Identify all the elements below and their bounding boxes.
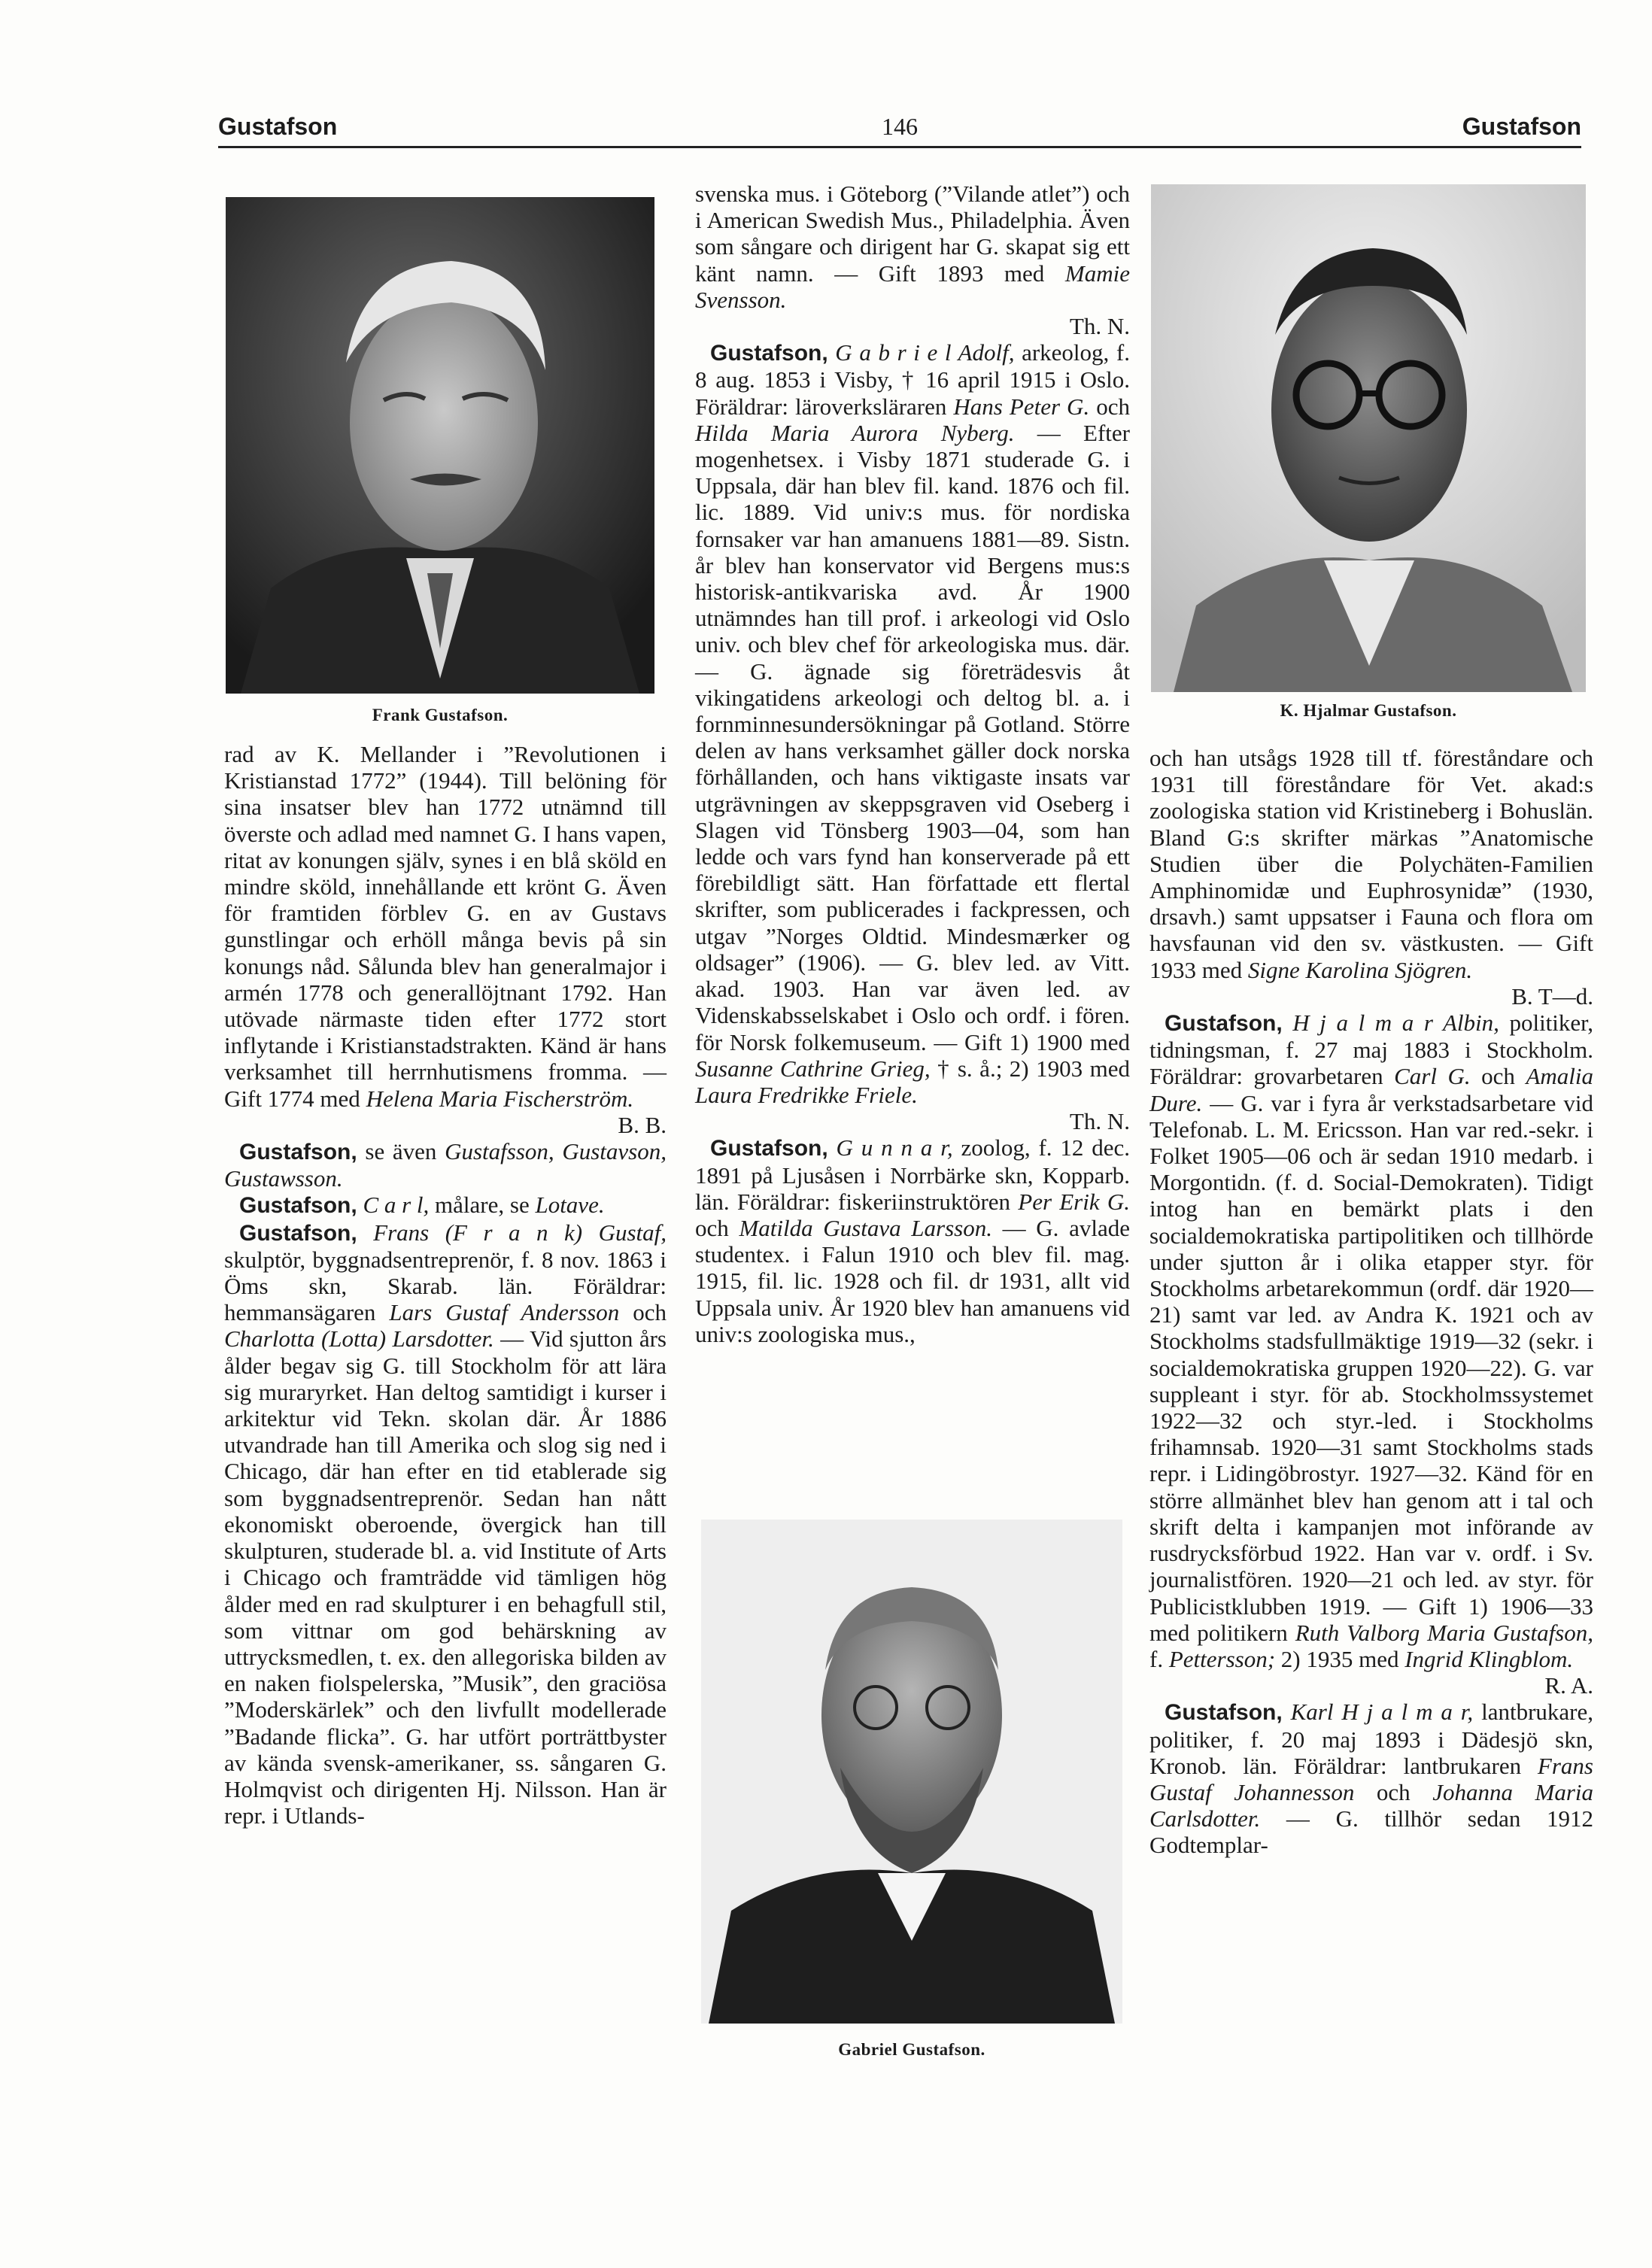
spouse-name: Ruth Valborg Maria Gustafson, bbox=[1295, 1619, 1593, 1646]
page-number: 146 bbox=[882, 113, 918, 140]
entry-text: och bbox=[1089, 393, 1130, 420]
entry-text: f. bbox=[1149, 1645, 1169, 1672]
entry-text: och han utsågs 1928 till tf. föreståndare och 1931 till föreståndare för Vet. akad:s zoologiska station vid Kristineberg i Bohuslän. Bland G:s skrifter märkas ”Anatomische Studien über die Polychäten-Familien Amphinomidæ und Euphrosynidæ” (1930, drsavh.) samt uppsatser i Fauna och flora om havsfaunan vid den sv. västkusten. — Gift 1933 med bbox=[1149, 745, 1593, 983]
entry-text: rad av K. Mellander i ”Revolutionen i Kristianstad 1772” (1944). Till belöning för sina insatser blev han 1772 utnämnd till överste och adlad med namnet G. I hans vapen, ritat av konungen själv, synes i en blå sköld en mindre sköld, innehållande ett krönt G. Även för framtiden förblev G. en av Gustavs gunstlingar och erhöll många bevis på sin konungs nåd. Sålunda blev han generalmajor i armén 1778 och generallöjtnant 1792. Han utövade närmaste tiden efter 1772 stort inflytande i Kristianstadstrakten. Känd är hans verksamhet till herrnhutismens fromma. — Gift 1774 med bbox=[224, 741, 667, 1112]
spouse-maiden-name: Pettersson; bbox=[1168, 1645, 1276, 1672]
entry-gustafson-frans bbox=[224, 1219, 667, 1829]
mother-name: Amalia Dure. bbox=[1149, 1063, 1593, 1116]
spouse-name: Signe Karolina Sjögren. bbox=[1247, 956, 1473, 983]
cross-reference: Gustafsson, Gustavson, Gustawsson. bbox=[224, 1138, 667, 1192]
portrait-frank-image bbox=[226, 197, 654, 694]
portrait-gabriel-gustafson bbox=[701, 1520, 1122, 2024]
mother-name: Johanna Maria Carlsdotter. bbox=[1149, 1778, 1593, 1832]
portrait-hjalmar-image bbox=[1151, 184, 1586, 692]
entry-continuation bbox=[1149, 745, 1593, 1010]
entry-text: skulptör, byggnadsentreprenör, f. 8 nov. 1863 i Öms skn, Skarab. län. Föräldrar: hemmansägaren bbox=[224, 1246, 667, 1326]
entry-text: och bbox=[619, 1299, 667, 1326]
father-name: Frans Gustaf Johannesson bbox=[1149, 1752, 1593, 1805]
entry-text: 2) 1935 med bbox=[1275, 1645, 1405, 1672]
entry-headword: Gustafson, bbox=[239, 1140, 357, 1165]
entry-text: se även bbox=[357, 1138, 445, 1165]
entry-text: arkeolog, f. 8 aug. 1853 i Visby, † 16 april 1915 i Oslo. Föräldrar: läroverksläraren bbox=[695, 339, 1130, 420]
father-name: Hans Peter G. bbox=[953, 393, 1090, 420]
mother-name: Hilda Maria Aurora Nyberg. bbox=[695, 419, 1015, 446]
text-column-1 bbox=[224, 741, 667, 1829]
father-name: Lars Gustaf Andersson bbox=[389, 1299, 620, 1326]
text-column-3 bbox=[1149, 745, 1593, 1859]
entry-text: målare, se bbox=[429, 1192, 536, 1219]
entry-text: † s. å.; 2) 1903 med bbox=[930, 1055, 1130, 1082]
entry-text: — Vid sjutton års ålder begav sig G. till Stockholm för att lära sig muraryrket. Han deltog samtidigt i kurser i arkitektur vid Tekn. skolan där. År 1886 utvandrade han till Amerika och slog sig ned i Chicago, där han efter en tid etablerade sig som byggnadsentreprenör. Sedan han nått ekonomiskt oberoende, övergick han till skulpturen, studerade bl. a. vid Institute of Arts i Chicago och framträdde vid tämligen hög ålder med en rad skulpturer i en behagfull stil, som vittnar om god behärskning av uttrycksmedlen, t. ex. den allegoriska bilden av en naken fiolspelerska, ”Musik”, den graciösa ”Moderskärlek” och den livfullt modellerade ”Badande flicka”. G. har utfört porträttbyster av kända svensk-amerikaner, ss. sångaren G. Holmqvist och dirigenten Hj. Nilsson. Han är repr. i Utlands- bbox=[224, 1325, 667, 1829]
entry-gustafson-gunnar bbox=[695, 1134, 1130, 1347]
portrait-hjalmar-gustafson bbox=[1151, 184, 1586, 692]
header-rule bbox=[218, 146, 1581, 148]
running-head-left: Gustafson bbox=[218, 113, 338, 140]
entry-headword: Gustafson, bbox=[1165, 1700, 1283, 1726]
entry-headword: Gustafson, bbox=[1165, 1011, 1283, 1037]
running-head bbox=[218, 113, 1581, 150]
entry-text: lantbrukare, politiker, f. 20 maj 1893 i Dädesjö skn, Kronob. län. Föräldrar: lantbrukaren bbox=[1149, 1699, 1593, 1779]
running-head-right: Gustafson bbox=[1462, 113, 1581, 140]
caption-hjalmar-gustafson: K. Hjalmar Gustafson. bbox=[1280, 701, 1457, 720]
author-signature: Th. N. bbox=[1069, 313, 1130, 340]
entry-text: och bbox=[1470, 1063, 1526, 1090]
entry-headword: Gustafson, bbox=[239, 1220, 357, 1246]
entry-continuation bbox=[695, 181, 1130, 339]
entry-given-name: H j a l m a r Albin, bbox=[1282, 1010, 1499, 1037]
entry-text: — G. tillhör sedan 1912 Godtemplar- bbox=[1149, 1805, 1593, 1859]
father-name: Carl G. bbox=[1394, 1063, 1471, 1090]
caption-frank-gustafson: Frank Gustafson. bbox=[372, 706, 509, 724]
entry-gustafson-carl bbox=[224, 1192, 667, 1219]
entry-headword: Gustafson, bbox=[710, 341, 828, 366]
cross-reference: Lotave. bbox=[535, 1192, 605, 1219]
spouse-name: Mamie Svensson. bbox=[695, 260, 1130, 313]
author-signature: B. T—d. bbox=[1511, 982, 1593, 1010]
entry-text: — G. avlade studentex. i Falun 1910 och blev fil. mag. 1915, fil. lic. 1928 och fil. dr 1931, allt vid Uppsala univ. År 1920 blev han amanuens vid univ:s zoologiska mus., bbox=[695, 1214, 1130, 1347]
portrait-gabriel-image bbox=[701, 1520, 1122, 2024]
entry-given-name: G u n n a r, bbox=[828, 1134, 953, 1161]
entry-gustafson-hjalmar-albin bbox=[1149, 1010, 1593, 1699]
entry-headword: Gustafson, bbox=[239, 1193, 357, 1219]
entry-continuation bbox=[224, 741, 667, 1138]
entry-gustafson-gabriel bbox=[695, 339, 1130, 1134]
entry-gustafson-see-also bbox=[224, 1138, 667, 1192]
spouse-name: Helena Maria Fischerström. bbox=[366, 1085, 634, 1112]
spouse-name: Laura Fredrikke Friele. bbox=[695, 1081, 918, 1108]
author-signature: B. B. bbox=[618, 1111, 667, 1138]
spouse-name: Susanne Cathrine Grieg, bbox=[695, 1055, 931, 1082]
entry-text: — G. var i fyra år verkstadsarbetare vid Telefonab. L. M. Ericsson. Han var red.-sekr. i Folket 1905—06 och är sedan 1910 medarb. i Morgontidn. (f. d. Social-Demokraten). Tidigt intog han en bemärkt plats i den socialdemokratiska partipolitiken och tillhörde under sjutton år i olika etapper styr. för Stockholms arbetarekommun (ordf. där 1920—21) samt var led. av Andra K. 1921 och av Stockholms stadsfullmäktige 1919—32 (sekr. i socialdemokratiska gruppen 1920—22). G. var suppleant i styr. för ab. Stockholmssystemet 1922—32 och styr.-led. i Stockholms frihamnsab. 1920—31 samt Stockholms stads repr. i Lidingöbrostyr. 1927—32. Känd för en större allmänhet blev han genom att i tal och skrift delta i kampanjen mot införande av rusdrycksförbud 1922. Han var v. ordf. i Sv. journalistfören. 1920—21 och led. av styr. för Publicistklubben 1919. — Gift 1) 1906—33 med politikern bbox=[1149, 1089, 1593, 1646]
entry-given-name: Karl H j a l m a r, bbox=[1282, 1699, 1474, 1726]
entry-given-name: Frans (F r a n k) Gustaf, bbox=[357, 1219, 667, 1246]
entry-headword: Gustafson, bbox=[710, 1136, 828, 1161]
father-name: Per Erik G. bbox=[1018, 1188, 1130, 1215]
entry-text: zoolog, f. 12 dec. 1891 på Ljusåsen i Norrbärke skn, Kopparb. län. Föräldrar: fiskeriinstruktören bbox=[695, 1134, 1131, 1215]
entry-gustafson-karl-hjalmar bbox=[1149, 1699, 1593, 1858]
author-signature: R. A. bbox=[1544, 1672, 1593, 1699]
entry-text: och bbox=[695, 1214, 739, 1241]
entry-text: och bbox=[1354, 1778, 1433, 1805]
caption-gabriel-gustafson: Gabriel Gustafson. bbox=[838, 2040, 985, 2059]
portrait-frank-gustafson bbox=[226, 197, 654, 694]
entry-text: svenska mus. i Göteborg (”Vilande atlet”) och i American Swedish Mus., Philadelphia. Även som sångare och dirigent har G. skapat sig ett känt namn. — Gift 1893 med bbox=[695, 181, 1130, 287]
mother-name: Charlotta (Lotta) Larsdotter. bbox=[224, 1325, 494, 1353]
entry-text: — Efter mogenhetsex. i Visby 1871 studerade G. i Uppsala, där han blev fil. kand. 1876 och fil. lic. 1889. Vid univ:s mus. för nordiska fornsaker var han amanuens 1881—89. Sistn. år blev han konservator vid Bergens mus:s historisk-antikvariska avd. År 1900 utnämndes han till prof. i arkeologi vid Oslo univ. och blev chef för arkeologiska mus. där. — G. ägnade sig företrädesvis åt vikingatidens arkeologi och deltog bl. a. i fornminnesundersökningar på Gotland. Större delen av hans verksamhet gäller dock norska förhållanden, och hans viktigaste insats var utgrävningen av skeppsgraven vid Oseberg i Slagen vid Tönsberg 1903—04, som han ledde och vars fynd han konserverade på ett förebildligt sätt. Han författade ett flertal skrifter, som publicerades i fackpressen, och utgav ”Norges Oldtid. Mindesmærker og oldsager” (1906). — G. blev led. av Vitt. akad. 1903. Han var även led. av Videnskabsselskabet i Oslo och ordf. i fören. för Norsk folkemuseum. — Gift 1) 1900 med bbox=[695, 419, 1130, 1055]
entry-given-name: G a b r i e l Adolf, bbox=[828, 339, 1015, 366]
spouse-name: Ingrid Klingblom. bbox=[1405, 1645, 1574, 1672]
entry-text: politiker, tidningsman, f. 27 maj 1883 i Stockholm. Föräldrar: grovarbetaren bbox=[1149, 1010, 1593, 1090]
author-signature: Th. N. bbox=[1069, 1108, 1130, 1135]
mother-name: Matilda Gustava Larsson. bbox=[739, 1214, 992, 1241]
entry-given-name: C a r l, bbox=[357, 1192, 430, 1219]
text-column-2 bbox=[695, 181, 1130, 1347]
